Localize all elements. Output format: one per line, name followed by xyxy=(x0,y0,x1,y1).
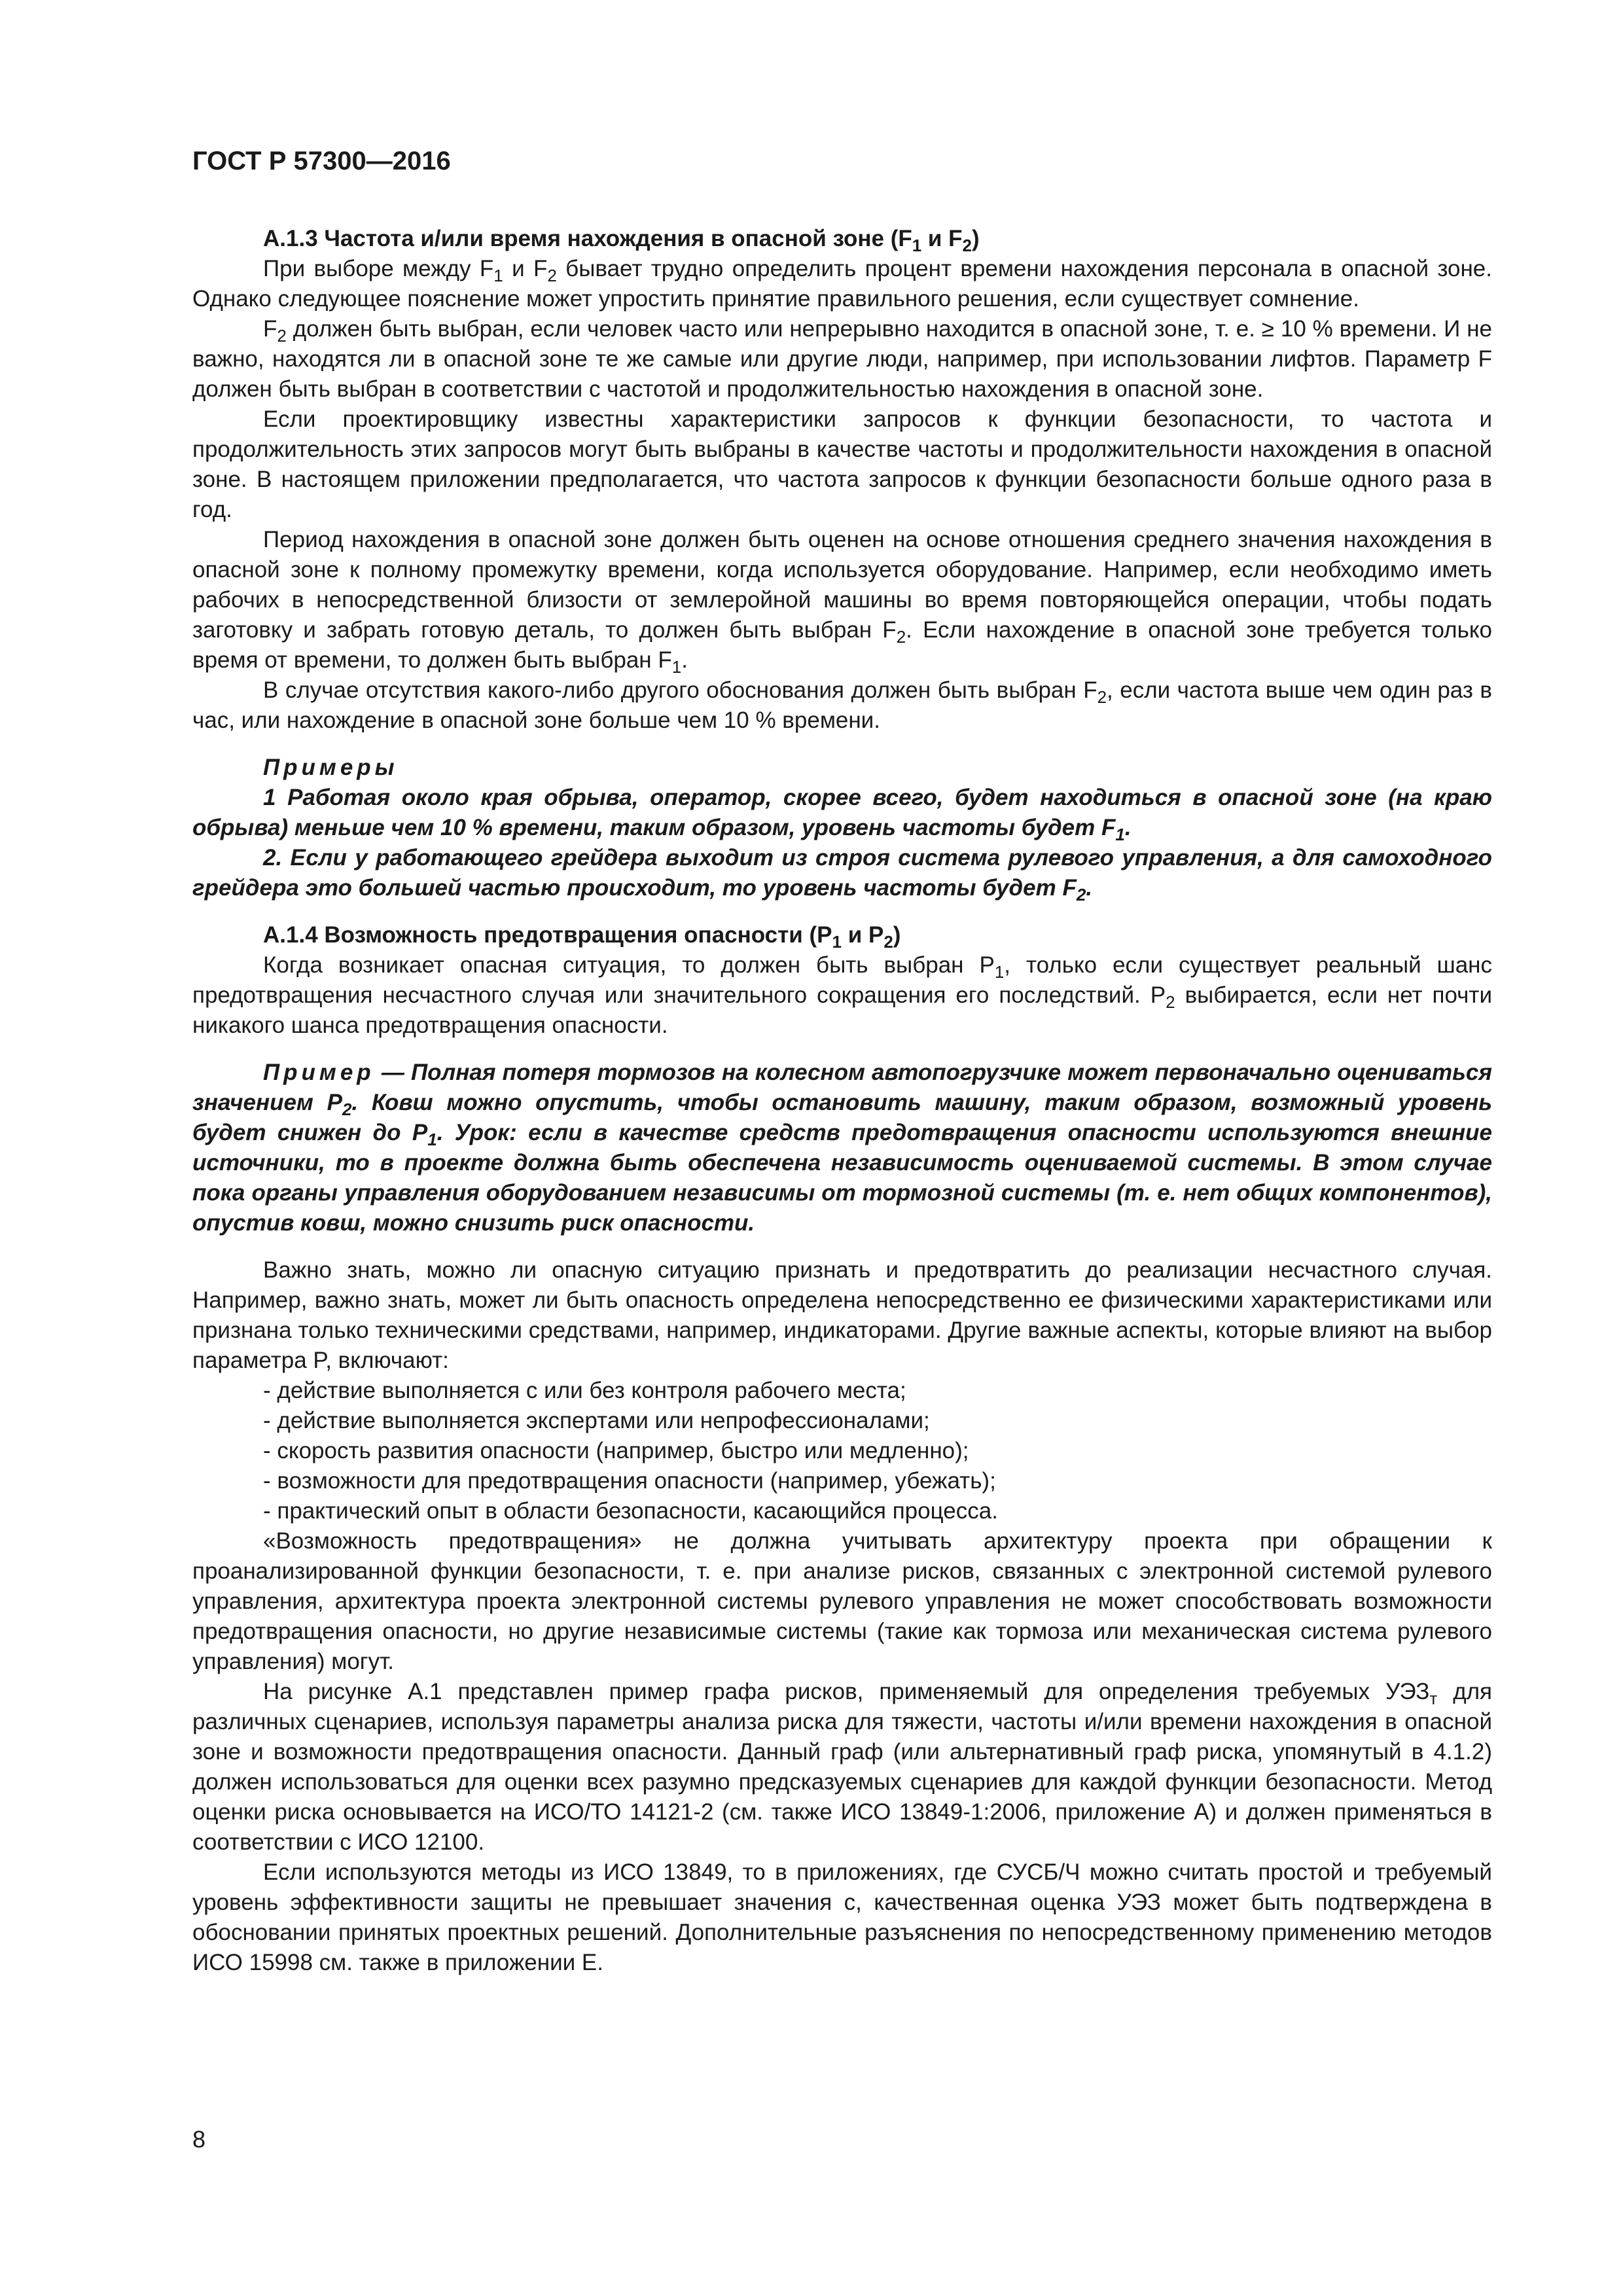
paragraph: Если проектировщику известны характеристики запросов к функции безопасности, то частота и продолжительность этих запросов могут быть выбраны в качестве частоты и продолжительности нахождения в опасной зоне. В настоящем приложении предполагается, что частота запросов к функции безопасности больше одного раза в год. xyxy=(192,406,1492,522)
example-3-label: Пример xyxy=(263,1060,375,1085)
example-1: 1 Работая около края обрыва, оператор, скорее всего, будет находиться в опасной зоне (на краю обрыва) меньше чем 10 % времени, таким образом, уровень частоты будет $F_1$. xyxy=(192,785,1492,844)
paragraph: На рисунке А.1 представлен пример графа рисков, применяемый для определения требуемых $УЭЗ_т$ для различных сценариев, используя параметры анализа риска для тяжести, частоты и/или времени нахождения в опасной зоне и возможности предотвращения опасности. Данный граф (или альтернативный граф риска, упомянутый в 4.1.2) должен использоваться для оценки всех разумно предсказуемых сценариев для каждой функции безопасности. Метод оценки риска основывается на ИСО/ТО 14121-2 (см. также ИСО 13849-1:2006, приложение А) и должен применяться в соответствии с ИСО 12100. xyxy=(192,1679,1493,1855)
aspects-list xyxy=(192,1376,1492,1526)
list-item: - действие выполняется экспертами или непрофессионалами; xyxy=(263,1406,1492,1436)
document-body xyxy=(192,220,1492,1978)
paragraph: В случае отсутствия какого-либо другого обоснования должен быть выбран $F_2$, если частота выше чем один раз в час, или нахождение в опасной зоне больше чем 10 % времени. xyxy=(192,677,1492,733)
examples-heading: Примеры xyxy=(263,755,399,780)
paragraph: Если используются методы из ИСО 13849, то в приложениях, где СУСБ/Ч можно считать простой и требуемый уровень эффективности защиты не превышает значения c, качественная оценка УЭЗ может быть подтверждена в обосновании принятых проектных решений. Дополнительные разъяснения по непосредственному применению методов ИСО 15998 см. также в приложении Е. xyxy=(192,1859,1492,1975)
paragraph: Когда возникает опасная ситуация, то должен быть выбран $P_1$, только если существует реальный шанс предотвращения несчастного случая или значительного сокращения его последствий. $P_2$ выбирается, если нет почти никакого шанса предотвращения опасности. xyxy=(192,952,1493,1038)
example-3-text: Полная потеря тормозов на колесном автопогрузчике может первоначально оцениваться значением $P_2$. Ковш можно опустить, чтобы остановить машину, таким образом, возможный уровень будет снижен до $P_1$. Урок: если в качестве средств предотвращения опасности используются внешние источники, то в проекте должна быть обеспечена независимость оцениваемой системы. В этом случае пока органы управления оборудованием независимы от тормозной системы (т. е. нет общих компонентов), опустив ковш, можно снизить риск опасности. xyxy=(192,1060,1492,1236)
page-number: 8 xyxy=(192,2126,206,2153)
section-a13-title: А.1.3 Частота и/или время нахождения в опасной зоне ($F_1$ и $F_2$) xyxy=(263,226,980,255)
paragraph: Период нахождения в опасной зоне должен быть оценен на основе отношения среднего значения нахождения в опасной зоне к полному промежутку времени, когда используется оборудование. Например, если необходимо иметь рабочих в непосредственной близости от землеройной машины во время повторяющейся операции, чтобы подать заготовку и забрать готовую деталь, то должен быть выбран $F_2$. Если нахождение в опасной зоне требуется только время от времени, то должен быть выбран $F_1$. xyxy=(192,527,1492,677)
paragraph: Важно знать, можно ли опасную ситуацию признать и предотвратить до реализации несчастного случая. Например, важно знать, может ли быть опасность определена непосредственно ее физическими характеристиками или признана только техническими средствами, например, индикаторами. Другие важные аспекты, которые влияют на выбор параметра P, включают: xyxy=(192,1257,1492,1373)
section-a14-title: А.1.4 Возможность предотвращения опасности ($P_1$ и $P_2$) xyxy=(263,922,901,952)
list-item: - возможности для предотвращения опасности (например, убежать); xyxy=(263,1466,1492,1496)
list-item: - практический опыт в области безопасности, касающийся процесса. xyxy=(263,1496,1492,1526)
list-item: - скорость развития опасности (например, быстро или медленно); xyxy=(263,1436,1492,1466)
example-3: Пример — Полная потеря тормозов на колесном автопогрузчике может первоначально оцениваться значением $P_2$. Ковш можно опустить, чтобы остановить машину, таким образом, возможный уровень будет снижен до $P_1$. Урок: если в качестве средств предотвращения опасности используются внешние источники, то в проекте должна быть обеспечена независимость оцениваемой системы. В этом случае пока органы управления оборудованием независимы от тормозной системы (т. е. нет общих компонентов), опустив ковш, можно снизить риск опасности. xyxy=(192,1060,1492,1236)
example-2: 2. Если у работающего грейдера выходит из строя система рулевого управления, а для самоходного грейдера это большей частью происходит, то уровень частоты будет $F_2$. xyxy=(192,845,1492,905)
document-code-header: ГОСТ Р 57300—2016 xyxy=(192,147,451,175)
paragraph: «Возможность предотвращения» не должна учитывать архитектуру проекта при обращении к проанализированной функции безопасности, т. е. при анализе рисков, связанных с электронной системой рулевого управления, архитектура проекта электронной системы рулевого управления не может способствовать возможности предотвращения опасности, но другие независимые системы (такие как тормоза или механическая система рулевого управления) могут. xyxy=(192,1528,1492,1674)
paragraph: $F_2$ должен быть выбран, если человек часто или непрерывно находится в опасной зоне, т. е. ≥ 10 % времени. И не важно, находятся ли в опасной зоне те же самые или другие люди, например, при использовании лифтов. Параметр F должен быть выбран в соответствии с частотой и продолжительностью нахождения в опасной зоне. xyxy=(192,316,1492,402)
paragraph: При выборе между $F_1$ и $F_2$ бывает трудно определить процент времени нахождения персонала в опасной зоне. Однако следующее пояснение может упростить принятие правильного решения, если существует сомнение. xyxy=(192,256,1492,312)
list-item: - действие выполняется с или без контроля рабочего места; xyxy=(263,1376,1492,1406)
